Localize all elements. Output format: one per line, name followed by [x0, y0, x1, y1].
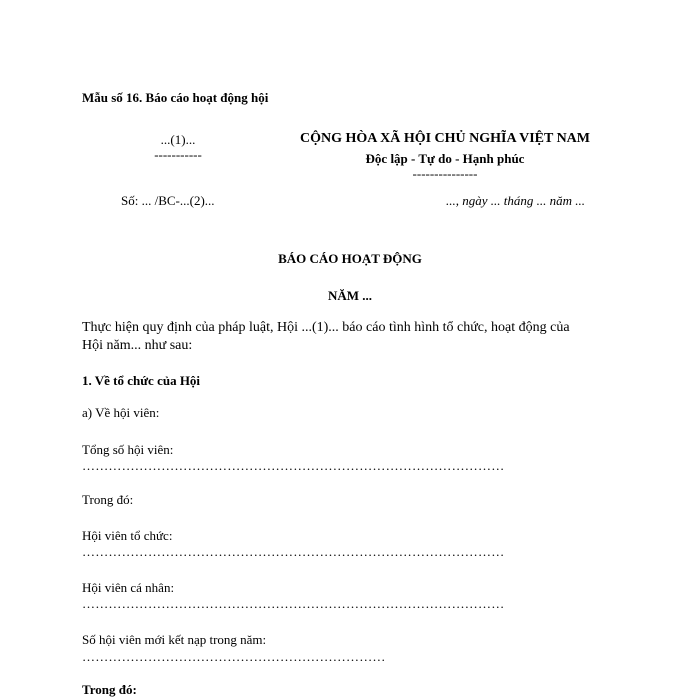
org-name: ...(1)...	[160, 132, 196, 147]
of-which-label-2: Trong đó:	[82, 682, 137, 697]
intro-line-1: Thực hiện quy định của pháp luật, Hội ...(1)... báo cáo tình hình tổ chức, hoạt động của	[82, 320, 570, 335]
intro-line-2: Hội năm... như sau:	[82, 338, 193, 353]
report-title: BÁO CÁO HOẠT ĐỘNG	[278, 251, 422, 266]
org-members-fill-line: ……………………………………………………………………………………	[82, 544, 505, 559]
form-label: Mẫu số 16. Báo cáo hoạt động hội	[82, 90, 269, 105]
new-members-fill-line: ……………………………………………………………	[82, 649, 386, 664]
org-rule: -----------	[154, 147, 202, 162]
total-members-fill-line: ……………………………………………………………………………………	[82, 458, 505, 473]
of-which-label-1: Trong đó:	[82, 492, 134, 507]
section-1-heading: 1. Về tổ chức của Hội	[82, 373, 201, 388]
national-rule: ---------------	[412, 166, 478, 181]
new-members-label: Số hội viên mới kết nạp trong năm:	[82, 632, 267, 647]
sub-a-heading: a) Về hội viên:	[82, 405, 160, 420]
document-number: Số: ... /BC-...(2)...	[121, 193, 215, 208]
national-title: CỘNG HÒA XÃ HỘI CHỦ NGHĨA VIỆT NAM	[299, 131, 590, 146]
individual-members-label: Hội viên cá nhân:	[82, 580, 175, 595]
national-motto: Độc lập - Tự do - Hạnh phúc	[365, 151, 525, 166]
individual-members-fill-line: ……………………………………………………………………………………	[82, 596, 505, 611]
org-members-label: Hội viên tổ chức:	[82, 528, 173, 543]
total-members-label: Tổng số hội viên:	[82, 442, 174, 457]
date-line: ..., ngày ... tháng ... năm ...	[446, 193, 586, 208]
report-year: NĂM ...	[327, 288, 373, 303]
